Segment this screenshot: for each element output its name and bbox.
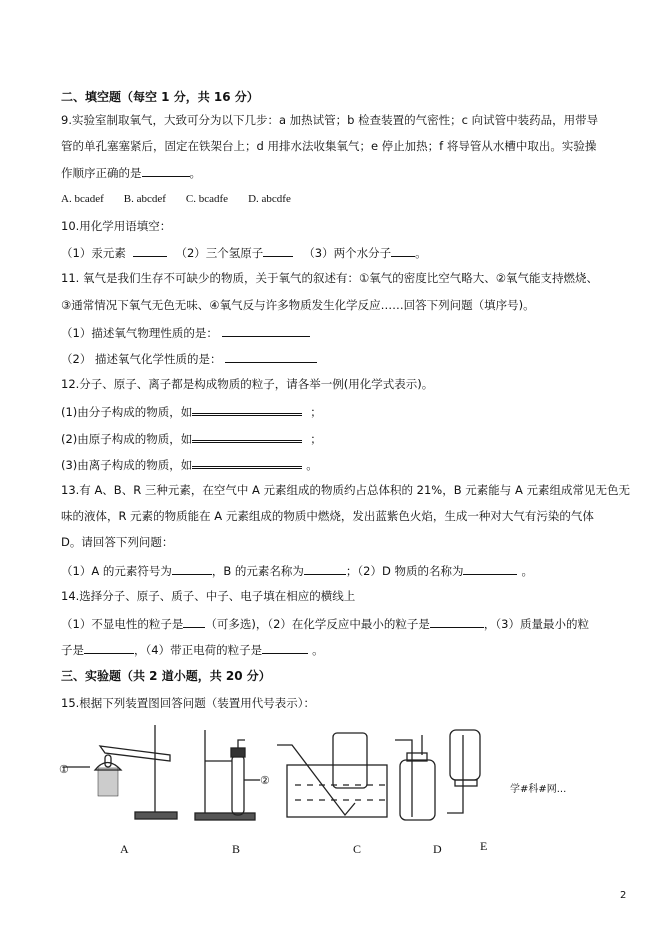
semicolon: ； (310, 432, 322, 446)
option-c[interactable]: C. bcadfe (185, 193, 229, 205)
q13-line3: D。请回答下列问题： (61, 535, 174, 549)
q11-sub1 (61, 325, 310, 340)
option-b[interactable]: B. abcdef (123, 193, 166, 205)
section-heading-experiment: 三、实验题（共 2 道小题，共 20 分） (61, 669, 271, 683)
apparatus-d (395, 735, 435, 820)
q10-part3: （3）两个水分子 (303, 246, 392, 260)
period: 。 (415, 246, 427, 260)
q9-options (61, 192, 311, 206)
apparatus-c (277, 733, 387, 817)
q13-blank2[interactable] (304, 563, 346, 575)
q11-sub1-text: （1）描述氧气物理性质的是： (61, 326, 218, 340)
q13-blank1[interactable] (172, 563, 212, 575)
q12-blank2[interactable] (192, 430, 302, 443)
q10-blank3[interactable] (391, 245, 415, 257)
period: 。 (521, 564, 533, 578)
label-mark-2: ② (260, 775, 270, 787)
q10-blank2[interactable] (263, 245, 293, 257)
label-a: A (120, 842, 129, 856)
q9-line1: 9.实验室制取氧气，大致可分为以下几步：a 加热试管；b 检查装置的气密性；c 向试管中装药品，用带导 (61, 113, 599, 127)
label-e: E (480, 839, 488, 853)
label-c: C (353, 842, 362, 856)
q10-title: 10.用化学用语填空： (61, 219, 172, 233)
q11-blank1[interactable] (222, 325, 310, 337)
q11-line2: ③通常情况下氧气无色无味、④氧气反与许多物质发生化学反应……回答下列问题（填序号)。 (61, 298, 535, 312)
q9-answer-blank[interactable] (142, 165, 190, 177)
q14-title: 14.选择分子、原子、质子、中子、电子填在相应的横线上 (61, 589, 356, 603)
q14-part-e: ，（4）带正电荷的粒子是 (134, 643, 263, 657)
apparatus-b (195, 730, 260, 820)
q12-sub1 (61, 403, 322, 419)
q13-part-a: （1）A 的元素符号为 (61, 564, 172, 578)
q11-sub2 (61, 351, 317, 366)
q11-line1: 11. 氧气是我们生存不可缺少的物质，关于氧气的叙述有：①氧气的密度比空气略大、②氧气能支持燃烧、 (61, 271, 599, 285)
q13-sub (61, 563, 533, 578)
q14-blank4[interactable] (262, 642, 308, 654)
semicolon: ； (310, 405, 322, 419)
q12-sub3-text: (3)由离子构成的物质，如 (61, 458, 193, 472)
section-heading-fill-blank: 二、填空题（每空 1 分，共 16 分） (61, 90, 259, 104)
q13-line2: 味的液体，R 元素的物质能在 A 元素组成的物质中燃烧，发出蓝紫色火焰，生成一种对大气有污染的气体 (61, 509, 594, 523)
label-b: B (232, 842, 241, 856)
q12-blank3[interactable] (192, 456, 302, 469)
q13-part-c: ；（2）D 物质的名称为 (345, 564, 464, 578)
q11-blank2[interactable] (225, 351, 317, 363)
q14-blank1[interactable] (183, 616, 205, 628)
q10-part2: （2）三个氢原子 (175, 246, 264, 260)
q14-part-c: ，（3）质量最小的粒 (483, 617, 589, 631)
q14-part-b: （可多选)，（2）在化学反应中最小的粒子是 (205, 617, 430, 631)
q12-sub3 (61, 456, 318, 472)
q12-title: 12.分子、原子、离子都是构成物质的粒子，请各举一例(用化学式表示)。 (61, 377, 434, 391)
period: 。 (312, 643, 324, 657)
q11-sub2-text: （2） 描述氧气化学性质的是： (61, 352, 222, 366)
q9-prompt: 作顺序正确的是 (61, 166, 142, 180)
q10-parts (61, 245, 427, 260)
period: 。 (306, 458, 318, 472)
label-mark-1: ① (59, 764, 69, 776)
page-number: 2 (620, 890, 627, 901)
apparatus-a (63, 725, 177, 819)
q14-part-d: 子是 (61, 643, 84, 657)
q13-line1: 13.有 A、B、R 三种元素，在空气中 A 元素组成的物质约占总体积的 21%，B 元素能与 A 元素组成常见无色无 (61, 483, 630, 497)
q14-blank2[interactable] (430, 616, 484, 628)
apparatus-e (447, 730, 480, 813)
q10-blank1[interactable] (133, 245, 167, 257)
q13-blank3[interactable] (463, 563, 517, 575)
q12-sub2 (61, 430, 322, 446)
q9-line2: 管的单孔塞塞紧后，固定在铁架台上；d 用排水法收集氧气；e 停止加热；f 将导管从水槽中取出。实验操 (61, 139, 597, 153)
option-a[interactable]: A. bcadef (61, 193, 104, 205)
watermark-text: 学#科#网... (510, 784, 567, 795)
period: 。 (189, 166, 201, 180)
q14-line1 (61, 616, 589, 631)
apparatus-figure (55, 725, 615, 860)
q14-blank3[interactable] (84, 642, 134, 654)
q14-part-a: （1）不显电性的粒子是 (61, 617, 184, 631)
option-d[interactable]: D. abcdfe (248, 193, 291, 205)
q14-line2 (61, 642, 324, 657)
q12-blank1[interactable] (192, 403, 302, 416)
q10-part1: （1）汞元素 (61, 246, 130, 260)
q13-part-b: ，B 的元素名称为 (211, 564, 304, 578)
q12-sub2-text: (2)由原子构成的物质，如 (61, 432, 193, 446)
label-d: D (433, 842, 442, 856)
q12-sub1-text: (1)由分子构成的物质，如 (61, 405, 193, 419)
q15-title: 15.根据下列装置图回答问题（装置用代号表示）： (61, 696, 316, 710)
q9-line3 (61, 165, 201, 180)
